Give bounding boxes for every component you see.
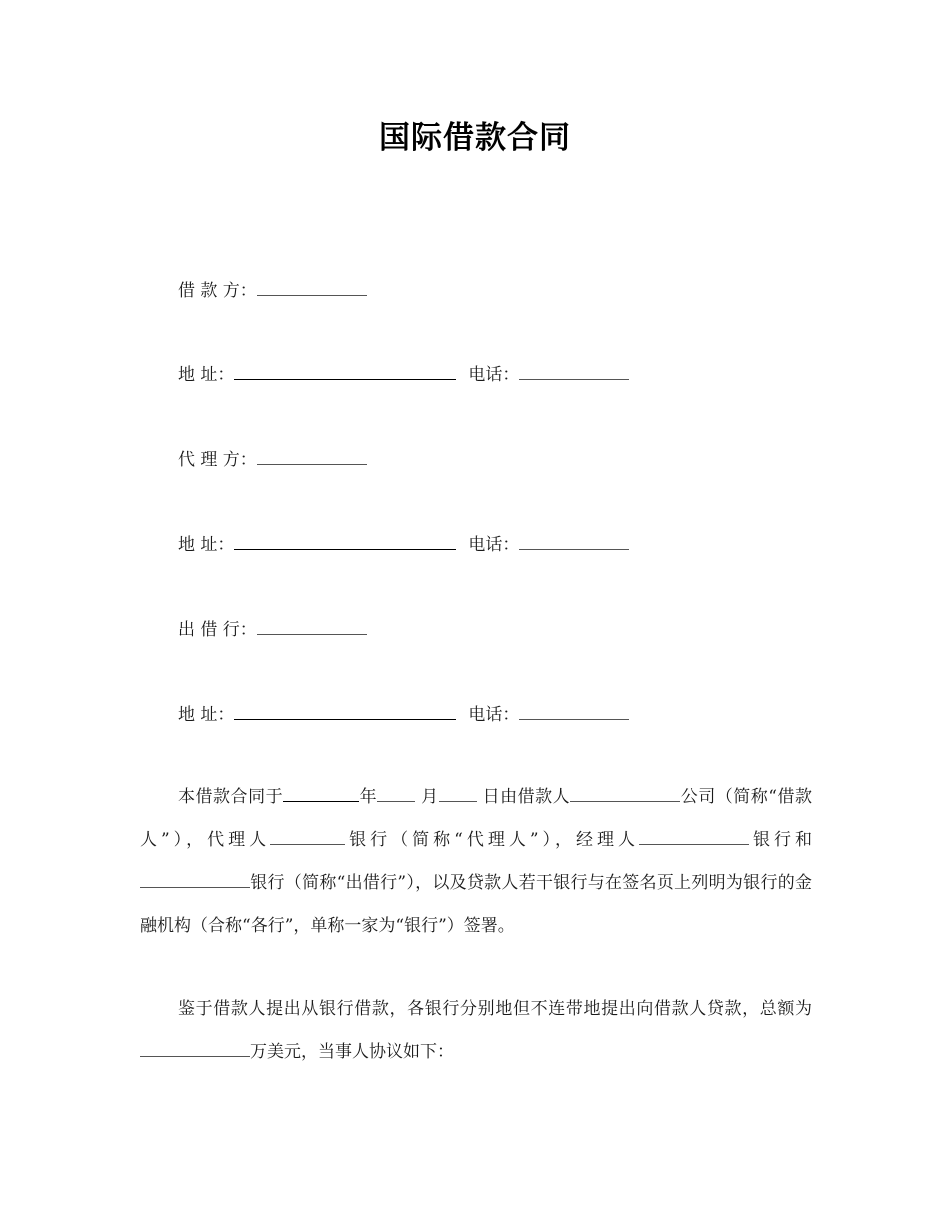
para1-text-3: 月: [421, 787, 439, 807]
agent-phone-blank[interactable]: [519, 531, 629, 550]
borrower-company-blank[interactable]: [570, 785, 680, 802]
phone-label: 电话：: [468, 365, 520, 385]
lending-bank-blank[interactable]: [140, 871, 250, 888]
month-blank[interactable]: [377, 785, 415, 802]
address-label: 地 址：: [178, 535, 235, 555]
para1-text-1: 本借款合同于: [178, 787, 284, 807]
lender-phone-blank[interactable]: [519, 701, 629, 720]
agent-bank-blank[interactable]: [270, 828, 345, 845]
borrower-address-blank[interactable]: [234, 361, 456, 380]
borrower-label: 借 款 方：: [178, 281, 257, 301]
year-blank[interactable]: [283, 785, 359, 802]
lender-address-blank[interactable]: [234, 701, 456, 720]
agent-address-blank[interactable]: [234, 531, 456, 550]
address-label: 地 址：: [178, 365, 235, 385]
agent-address-line: [178, 531, 629, 557]
para1-text-2: 年: [359, 787, 378, 807]
agent-line: [178, 446, 367, 472]
para1-text-8: 银行（简称“出借行”），以及贷款人若干银行与在签名页上列明为银行的金融机构（合称“各行”，单称一家为“银行”）签署。: [140, 873, 812, 936]
loan-amount-paragraph: [140, 988, 812, 1074]
agent-label: 代 理 方：: [178, 450, 257, 470]
borrower-blank[interactable]: [257, 277, 367, 296]
phone-label: 电话：: [468, 705, 520, 725]
address-label: 地 址：: [178, 705, 235, 725]
borrower-address-line: [178, 361, 629, 387]
day-blank[interactable]: [439, 785, 477, 802]
para2-text-2: 万美元，当事人协议如下：: [250, 1042, 454, 1062]
document-title: 国际借款合同: [379, 120, 571, 156]
para1-text-7: 银行和: [749, 830, 812, 850]
lender-line: [178, 616, 367, 642]
lender-label: 出 借 行：: [178, 620, 257, 640]
para1-text-5: 公司（简称“借款人”），代理人: [140, 787, 813, 850]
para2-text-1: 鉴于借款人提出从银行借款，各银行分别地但不连带地提出向借款人贷款，总额为: [178, 999, 812, 1019]
agent-blank[interactable]: [257, 446, 367, 465]
para1-text-6: 银行（简称“代理人”），经理人: [345, 830, 639, 850]
para1-text-4: 日由借款人: [482, 787, 571, 807]
contract-intro-paragraph: [140, 776, 812, 948]
lender-address-line: [178, 701, 629, 727]
borrower-phone-blank[interactable]: [519, 361, 629, 380]
lender-blank[interactable]: [257, 616, 367, 635]
manager-bank-blank[interactable]: [639, 828, 749, 845]
phone-label: 电话：: [468, 535, 520, 555]
amount-blank[interactable]: [140, 1040, 250, 1057]
borrower-line: [178, 277, 367, 303]
